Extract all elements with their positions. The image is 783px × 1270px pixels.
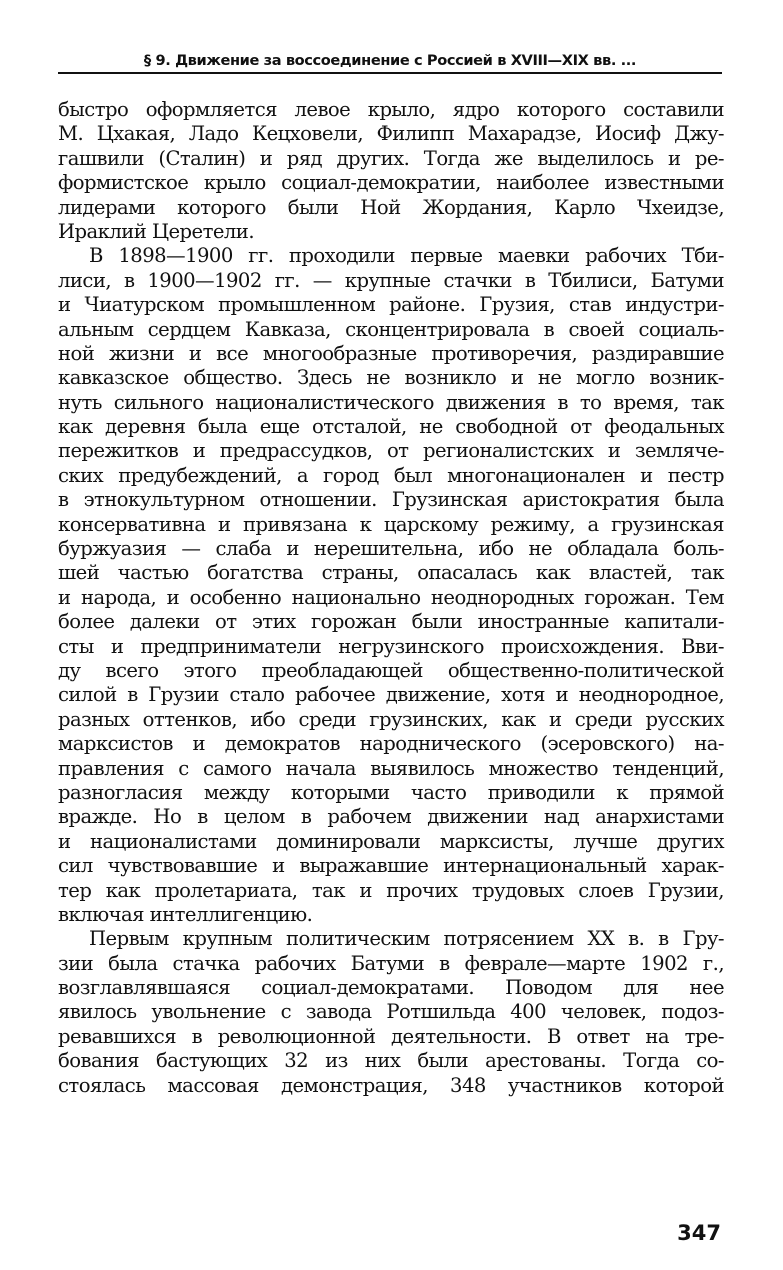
- text-line: буржуазия — слаба и нерешительна, ибо не обладала боль-: [58, 537, 724, 561]
- text-line: формистское крыло социал-демократии, наиболее известными: [58, 171, 724, 195]
- text-line: ревавшихся в революционной деятельности. В ответ на тре-: [58, 1024, 724, 1048]
- text-line: силой в Грузии стало рабочее движение, хотя и неоднородное,: [58, 683, 724, 707]
- text-line: явилось увольнение с завода Ротшильда 400 человек, подоз-: [58, 1000, 724, 1024]
- text-line: пережитков и предрассудков, от регионалистских и земляче-: [58, 439, 724, 463]
- text-line: и народа, и особенно национально неоднородных горожан. Тем: [58, 585, 724, 609]
- text-line: и националистами доминировали марксисты, лучше других: [58, 829, 724, 853]
- text-line: Первым крупным политическим потрясением XX в. в Гру-: [89, 927, 724, 951]
- text-line: правления с самого начала выявилось множество тенденций,: [58, 756, 724, 780]
- running-header: § 9. Движение за воссоединение с Россией в XVIII—XIX вв. ...: [143, 52, 637, 69]
- text-line: ду всего этого преобладающей общественно-политической: [58, 658, 724, 682]
- text-line: лидерами которого были Ной Жордания, Карло Чхеидзе,: [58, 195, 724, 219]
- text-line: возглавлявшаяся социал-демократами. Поводом для нее: [58, 976, 724, 1000]
- text-line: В 1898—1900 гг. проходили первые маевки рабочих Тби-: [89, 244, 724, 268]
- text-line: вражде. Но в целом в рабочем движении над анархистами: [58, 805, 724, 829]
- text-line: нуть сильного националистического движения в то время, так: [58, 390, 724, 414]
- text-line: ной жизни и все многообразные противоречия, раздиравшие: [58, 341, 724, 365]
- text-line: гашвили (Сталин) и ряд других. Тогда же выделилось и ре-: [58, 146, 724, 170]
- text-line: марксистов и демократов народнического (эсеровского) на-: [58, 732, 724, 756]
- text-line: тер как пролетариата, так и прочих трудовых слоев Грузии,: [58, 878, 724, 902]
- text-line: консервативна и привязана к царскому режиму, а грузинская: [58, 512, 724, 536]
- text-line: сил чувствовавшие и выражавшие интернациональный харак-: [58, 854, 724, 878]
- header-rule: [58, 72, 722, 74]
- text-line: как деревня была еще отсталой, не свободной от феодальных: [58, 415, 724, 439]
- text-line: альным сердцем Кавказа, сконцентрировала в своей социаль-: [58, 317, 724, 341]
- body-text: [58, 98, 724, 1098]
- text-line: кавказское общество. Здесь не возникло и не могло возник-: [58, 366, 724, 390]
- text-line: лиси, в 1900—1902 гг. — крупные стачки в Тбилиси, Батуми: [58, 268, 724, 292]
- text-line: более далеки от этих горожан были иностранные капитали-: [58, 610, 724, 634]
- text-line: быстро оформляется левое крыло, ядро которого составили: [58, 98, 724, 121]
- text-line: зии была стачка рабочих Батуми в феврале—марте 1902 г.,: [58, 951, 724, 975]
- text-line: бования бастующих 32 из них были арестованы. Тогда со-: [58, 1049, 724, 1073]
- text-line: М. Цхакая, Ладо Кецховели, Филипп Махарадзе, Иосиф Джу-: [58, 122, 724, 146]
- text-line: стоялась массовая демонстрация, 348 участников которой: [58, 1073, 724, 1097]
- text-line: шей частью богатства страны, опасалась как властей, так: [58, 561, 724, 585]
- text-line: включая интеллигенцию.: [58, 902, 313, 926]
- text-line: Ираклий Церетели.: [58, 219, 254, 243]
- text-line: и Чиатурском промышленном районе. Грузия, став индустри-: [58, 293, 724, 317]
- page-number: 347: [677, 1221, 721, 1245]
- text-line: в этнокультурном отношении. Грузинская аристократия была: [58, 488, 724, 512]
- text-line: сты и предприниматели негрузинского происхождения. Вви-: [58, 634, 724, 658]
- text-line: ских предубеждений, а город был многонационален и пестр: [58, 463, 724, 487]
- text-line: разных оттенков, ибо среди грузинских, как и среди русских: [58, 707, 724, 731]
- text-line: разногласия между которыми часто приводили к прямой: [58, 780, 724, 804]
